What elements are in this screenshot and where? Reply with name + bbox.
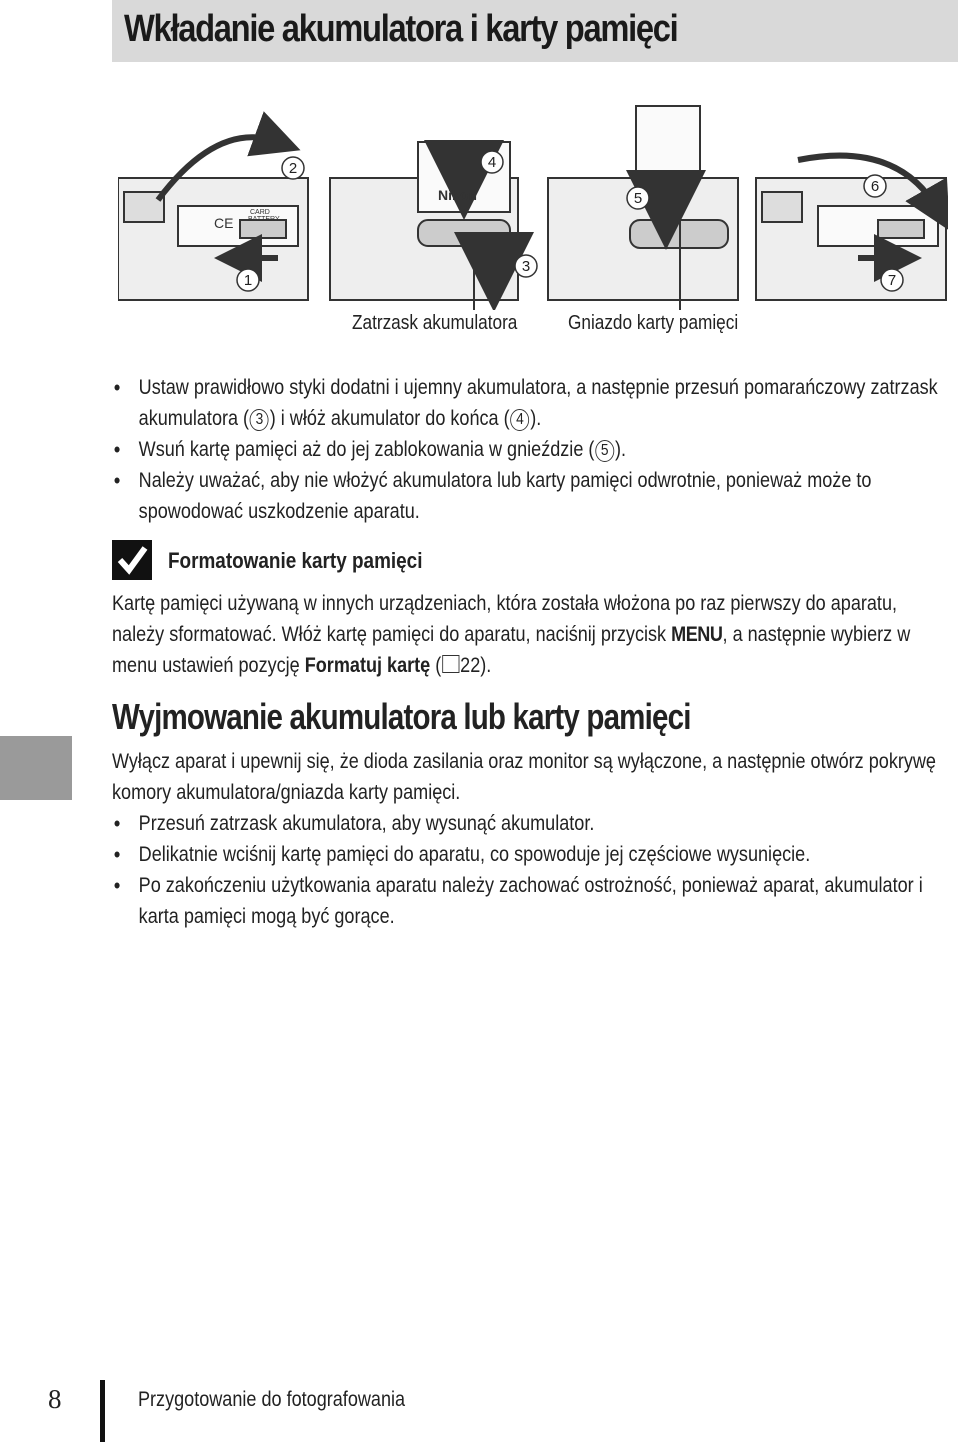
page-title-bar xyxy=(112,0,958,62)
removal-instructions xyxy=(112,746,952,932)
battery-brand: Nikon xyxy=(438,187,477,203)
step-2: 2 xyxy=(288,160,298,177)
list-item: • Ustaw prawidłowo styki dodatni i ujemny akumulatora, a następnie przesuń pomarańczowy zatrzask akumulatora ( 3 ) i włóż akumulator do końca ( 4 ). xyxy=(112,372,952,434)
camera-panel-close-cover xyxy=(756,156,946,300)
chapter-tab xyxy=(0,736,72,800)
cover-label-battery: BATTERY xyxy=(248,216,280,223)
list-item: • Przesuń zatrzask akumulatora, aby wysunąć akumulator. xyxy=(112,808,952,839)
cover-ce-mark: CE xyxy=(214,215,234,231)
section-intro: Wyłącz aparat i upewnij się, że dioda zasilania oraz monitor są wyłączone, a następnie otwórz pokrywę komory akumulatora/gniazda karty pamięci. xyxy=(112,750,936,804)
chapter-name: Przygotowanie do fotografowania xyxy=(138,1388,406,1411)
step-7: 7 xyxy=(887,272,897,289)
step-1: 1 xyxy=(243,272,253,289)
insert-instructions xyxy=(112,372,952,527)
page-ref: 22 xyxy=(460,654,481,677)
step-4: 4 xyxy=(487,154,497,171)
book-icon xyxy=(442,655,459,673)
page-title: Wkładanie akumulatora i karty pamięci xyxy=(124,8,678,50)
page-number: 8 xyxy=(48,1384,62,1414)
step-ref-5: 5 xyxy=(595,440,614,462)
step-ref-4: 4 xyxy=(510,409,529,431)
step-3: 3 xyxy=(521,258,531,275)
step-6: 6 xyxy=(870,178,880,195)
format-card-item: Formatuj kartę xyxy=(304,654,431,677)
battery-card-insertion-illustration xyxy=(118,100,948,310)
battery-latch-callout: Zatrzask akumulatora xyxy=(352,312,518,334)
list-item: • Delikatnie wciśnij kartę pamięci do aparatu, co spowoduje jej częściowe wysunięcie. xyxy=(112,839,952,870)
section-title: Wyjmowanie akumulatora lub karty pamięci xyxy=(112,696,691,737)
note-check-icon xyxy=(112,540,152,580)
card-slot-callout: Gniazdo karty pamięci xyxy=(568,312,739,334)
step-ref-3: 3 xyxy=(250,409,269,431)
cover-label-card: CARD xyxy=(250,209,270,216)
footer-divider xyxy=(100,1380,105,1442)
note-body: Kartę pamięci używaną w innych urządzeniach, która została włożona po raz pierwszy do aparatu, należy sformatować. Włóż kartę pamięci do aparatu, naciśnij przycisk MENU, a następnie wybierz w menu ustawień pozycję Formatuj kartę ( 22). xyxy=(112,592,911,677)
list-item: • Wsuń kartę pamięci aż do jej zablokowania w gnieździe ( 5 ). xyxy=(112,434,952,465)
menu-button-label: MENU xyxy=(671,623,723,646)
note-title: Formatowanie karty pamięci xyxy=(168,548,423,573)
step-5: 5 xyxy=(633,190,643,207)
list-item: • Po zakończeniu użytkowania aparatu należy zachować ostrożność, ponieważ aparat, akumulator i karta pamięci mogą być gorące. xyxy=(112,870,952,932)
list-item: • Należy uważać, aby nie włożyć akumulatora lub karty pamięci odwrotnie, ponieważ może to spowodować uszkodzenie aparatu. xyxy=(112,465,952,527)
camera-panel-open-cover xyxy=(118,137,308,300)
